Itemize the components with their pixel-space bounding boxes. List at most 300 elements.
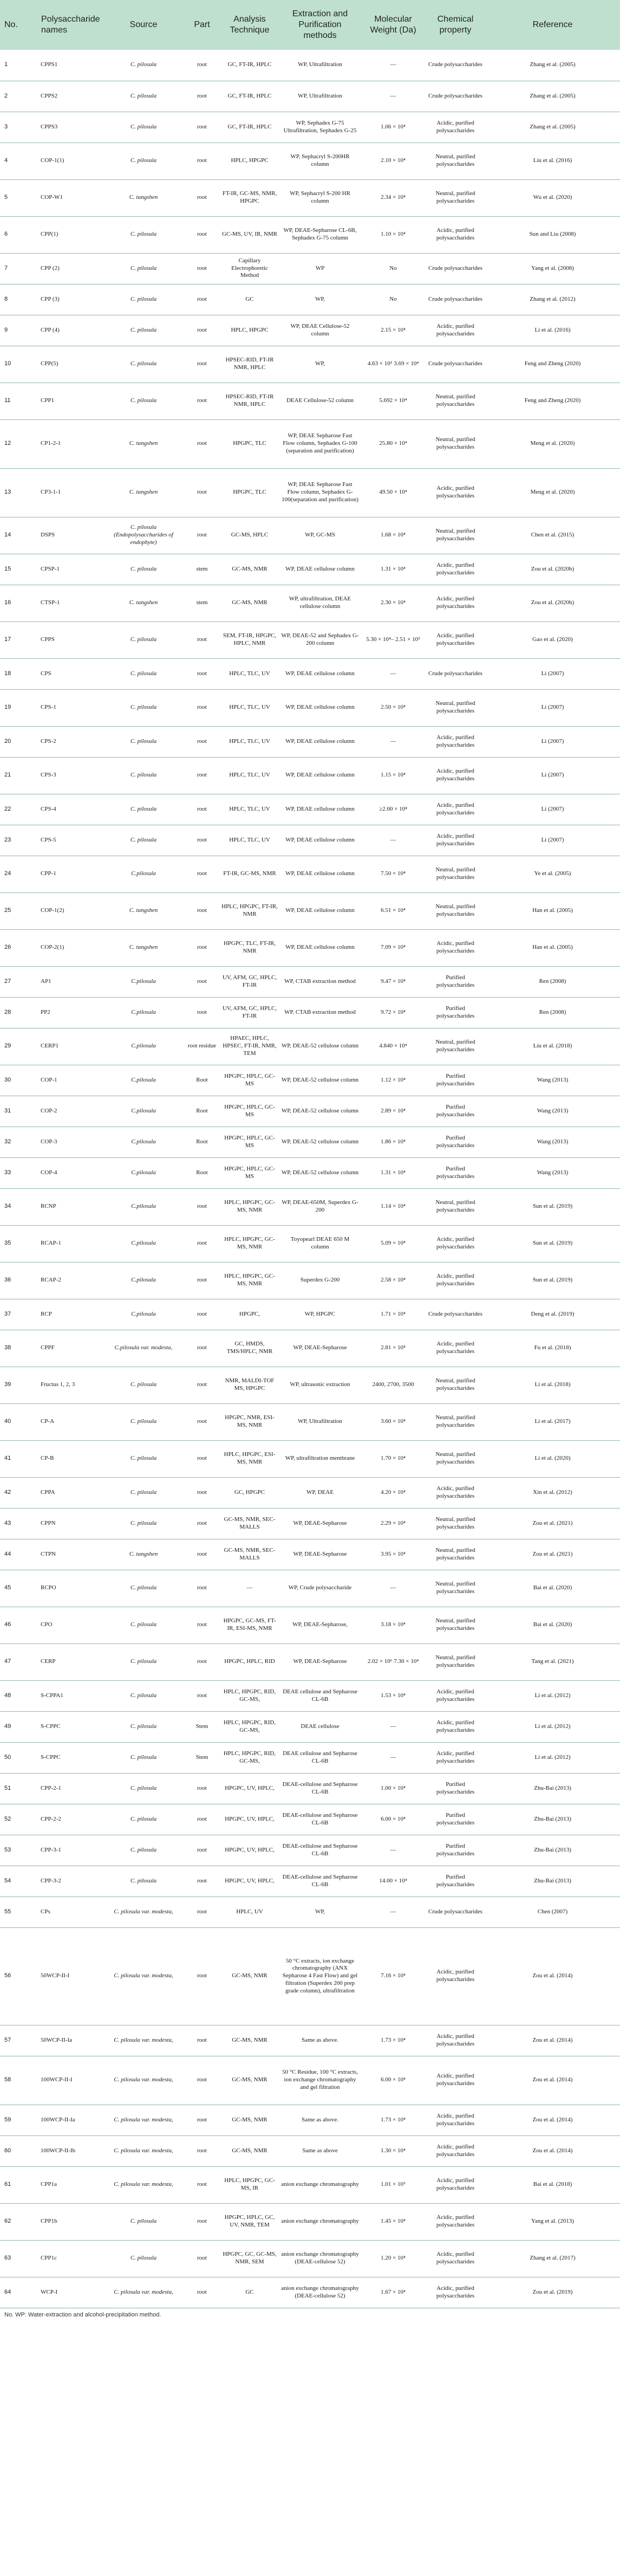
table-row — [0, 825, 620, 856]
header-no: No. — [0, 0, 39, 50]
cell-name: CPP1c — [39, 2240, 103, 2277]
cell-part: root — [184, 2277, 220, 2308]
cell-reference: Zhang et al. (2005) — [485, 81, 620, 112]
cell-name: CPPN — [39, 1508, 103, 1539]
cell-no: 4 — [0, 143, 39, 179]
cell-analysis: HPGPC, UV, HPLC, — [220, 1773, 279, 1804]
table-row — [0, 2203, 620, 2240]
cell-chemical-property: Acidic, purified polysaccharides — [426, 2203, 485, 2240]
cell-extraction: WP, DEAE cellulose column — [279, 929, 361, 966]
cell-chemical-property: Neutral, purified polysaccharides — [426, 1188, 485, 1225]
cell-molecular-weight: 2.10 × 10⁴ — [361, 143, 426, 179]
cell-extraction: WP, DEAE cellulose column — [279, 757, 361, 794]
cell-no: 6 — [0, 216, 39, 253]
cell-no: 15 — [0, 554, 39, 585]
cell-part: root — [184, 517, 220, 554]
cell-reference: Zou et al. (2014) — [485, 2135, 620, 2166]
table-row — [0, 1866, 620, 1897]
cell-extraction: WP, Sephacryl S-200HR column — [279, 143, 361, 179]
cell-part: stem — [184, 585, 220, 622]
cell-no: 32 — [0, 1127, 39, 1157]
cell-name: CPP-3-1 — [39, 1835, 103, 1866]
cell-reference: Li et al. (2012) — [485, 1680, 620, 1711]
cell-extraction: 50 °C extracts, ion exchange chromatography (ANX Sepharose 4 Fast Flow) and gel filtration (Superdex 200 prep grade column), ultrafiltration — [279, 1927, 361, 2025]
cell-no: 34 — [0, 1188, 39, 1225]
cell-molecular-weight: — — [361, 1835, 426, 1866]
cell-part: root — [184, 622, 220, 658]
cell-chemical-property: Neutral, purified polysaccharides — [426, 689, 485, 726]
cell-source: C.pilosula — [103, 966, 184, 997]
cell-extraction: Toyopearl DEAE 650 M column — [279, 1225, 361, 1262]
cell-no: 17 — [0, 622, 39, 658]
cell-analysis: HPGPC, TLC — [220, 419, 279, 468]
table-row — [0, 419, 620, 468]
cell-chemical-property: Acidic, purified polysaccharides — [426, 2277, 485, 2308]
cell-reference: Zhu-Bai (2013) — [485, 1866, 620, 1897]
table-row — [0, 1477, 620, 1508]
table-row — [0, 1804, 620, 1835]
cell-molecular-weight: 4.63 × 10⁵ 3.69 × 10⁴ — [361, 346, 426, 383]
cell-molecular-weight: 1.68 × 10⁴ — [361, 517, 426, 554]
cell-molecular-weight: 3.60 × 10⁴ — [361, 1403, 426, 1440]
cell-reference: Chen et al. (2015) — [485, 517, 620, 554]
cell-molecular-weight: 5.30 × 10⁴– 2.51 × 10⁵ — [361, 622, 426, 658]
cell-reference: Sun et al. (2019) — [485, 1225, 620, 1262]
cell-part: root — [184, 2056, 220, 2105]
cell-name: CPO — [39, 1607, 103, 1643]
table-row — [0, 1711, 620, 1742]
table-row — [0, 726, 620, 757]
cell-analysis: HPGPC, — [220, 1299, 279, 1330]
cell-source: C. pilosula — [103, 50, 184, 81]
cell-name: 100WCP-II-Ib — [39, 2135, 103, 2166]
cell-name: CPPS2 — [39, 81, 103, 112]
cell-no: 5 — [0, 179, 39, 216]
cell-source: C. pilosula — [103, 315, 184, 346]
cell-extraction: anion exchange chromatography — [279, 2166, 361, 2203]
cell-reference: Chen (2007) — [485, 1897, 620, 1927]
cell-chemical-property: Acidic, purified polysaccharides — [426, 2025, 485, 2056]
cell-extraction: WP, HPGPC — [279, 1299, 361, 1330]
cell-no: 52 — [0, 1804, 39, 1835]
cell-chemical-property: Crude polysaccharides — [426, 1897, 485, 1927]
cell-molecular-weight: 2.02 × 10⁶ 7.30 × 10⁴ — [361, 1643, 426, 1680]
cell-reference: Ren (2008) — [485, 966, 620, 997]
cell-chemical-property: Purified polysaccharides — [426, 1835, 485, 1866]
cell-no: 29 — [0, 1028, 39, 1065]
cell-chemical-property: Purified polysaccharides — [426, 1127, 485, 1157]
cell-part: root — [184, 2025, 220, 2056]
cell-no: 62 — [0, 2203, 39, 2240]
table-row — [0, 1028, 620, 1065]
cell-molecular-weight: — — [361, 658, 426, 689]
cell-molecular-weight: 1.30 × 10⁴ — [361, 2135, 426, 2166]
cell-molecular-weight: 1.73 × 10⁴ — [361, 2025, 426, 2056]
cell-name: CPP (2) — [39, 253, 103, 284]
cell-reference: Sun et al. (2019) — [485, 1262, 620, 1299]
cell-analysis: HPGPC, TLC — [220, 468, 279, 517]
cell-part: root — [184, 383, 220, 419]
table-row — [0, 1742, 620, 1773]
cell-reference: Li (2007) — [485, 658, 620, 689]
cell-name: CPP(5) — [39, 346, 103, 383]
cell-source: C. pilosula — [103, 216, 184, 253]
cell-analysis: HPLC, HPGPC, GC-MS, NMR — [220, 1262, 279, 1299]
cell-no: 35 — [0, 1225, 39, 1262]
cell-source: C.pilosula — [103, 856, 184, 892]
cell-chemical-property: Purified polysaccharides — [426, 997, 485, 1028]
cell-source: C. pilosula var. modesta, — [103, 1897, 184, 1927]
cell-source: C. pilosula — [103, 794, 184, 825]
cell-molecular-weight: 1.86 × 10⁴ — [361, 1127, 426, 1157]
cell-extraction: WP, DEAE-52 cellulose column — [279, 1028, 361, 1065]
cell-chemical-property: Neutral, purified polysaccharides — [426, 179, 485, 216]
cell-analysis: HPGPC, GC-MS, FT-IR, ESI-MS, NMR — [220, 1607, 279, 1643]
cell-name: CP-B — [39, 1440, 103, 1477]
cell-extraction: WP — [279, 253, 361, 284]
cell-extraction: Same as above — [279, 2135, 361, 2166]
table-row — [0, 1539, 620, 1570]
cell-no: 54 — [0, 1866, 39, 1897]
cell-extraction: WP, DEAE cellulose column — [279, 825, 361, 856]
cell-reference: Zou et al. (2019) — [485, 2277, 620, 2308]
cell-chemical-property: Purified polysaccharides — [426, 1773, 485, 1804]
table-header — [0, 0, 620, 50]
cell-part: root — [184, 1188, 220, 1225]
cell-chemical-property: Purified polysaccharides — [426, 1065, 485, 1096]
header-part: Part — [184, 0, 220, 50]
cell-extraction: WP, DEAE — [279, 1477, 361, 1508]
cell-analysis: HPLC, TLC, UV — [220, 726, 279, 757]
cell-source: C. pilosula — [103, 81, 184, 112]
cell-no: 8 — [0, 284, 39, 315]
cell-reference: Zou et al. (2014) — [485, 2025, 620, 2056]
cell-name: CPPS3 — [39, 112, 103, 143]
cell-analysis: HPLC, TLC, UV — [220, 825, 279, 856]
cell-part: root — [184, 1835, 220, 1866]
cell-chemical-property: Acidic, purified polysaccharides — [426, 112, 485, 143]
cell-part: root — [184, 179, 220, 216]
cell-part: root — [184, 825, 220, 856]
cell-no: 42 — [0, 1477, 39, 1508]
cell-extraction: WP, DEAE-Sepharose — [279, 1643, 361, 1680]
table-row — [0, 1897, 620, 1927]
cell-no: 37 — [0, 1299, 39, 1330]
cell-molecular-weight: 1.06 × 10⁴ — [361, 112, 426, 143]
cell-name: COP-1(1) — [39, 143, 103, 179]
cell-source: C. tangshen — [103, 468, 184, 517]
cell-molecular-weight: — — [361, 726, 426, 757]
cell-molecular-weight: 2400, 2700, 3500 — [361, 1367, 426, 1403]
cell-analysis: SEM, FT-IR, HPGPC, HPLC, NMR — [220, 622, 279, 658]
cell-reference: Yang et al. (2008) — [485, 253, 620, 284]
cell-chemical-property: Neutral, purified polysaccharides — [426, 1440, 485, 1477]
cell-reference: Han et al. (2005) — [485, 929, 620, 966]
cell-no: 14 — [0, 517, 39, 554]
cell-reference: Li (2007) — [485, 794, 620, 825]
header-name: Polysaccharide names — [39, 0, 103, 50]
cell-name: CPS-3 — [39, 757, 103, 794]
cell-molecular-weight: 1.53 × 10⁴ — [361, 1680, 426, 1711]
table-row — [0, 1440, 620, 1477]
cell-part: root — [184, 284, 220, 315]
cell-chemical-property: Crude polysaccharides — [426, 253, 485, 284]
cell-extraction: WP, DEAE Cellulose-52 column — [279, 315, 361, 346]
cell-molecular-weight: No — [361, 253, 426, 284]
cell-name: CPS-2 — [39, 726, 103, 757]
cell-molecular-weight: 4.20 × 10⁴ — [361, 1477, 426, 1508]
cell-extraction: anion exchange chromatography (DEAE-cellulose 52) — [279, 2277, 361, 2308]
cell-extraction: WP, DEAE-Sepharose — [279, 1539, 361, 1570]
cell-chemical-property: Neutral, purified polysaccharides — [426, 892, 485, 929]
cell-molecular-weight: 1.31 × 10⁴ — [361, 554, 426, 585]
cell-analysis: HPGPC, HPLC, GC, UV, NMR, TEM — [220, 2203, 279, 2240]
cell-no: 12 — [0, 419, 39, 468]
cell-extraction: WP, DEAE-52 cellulose column — [279, 1065, 361, 1096]
cell-reference: Meng et al. (2020) — [485, 419, 620, 468]
cell-molecular-weight: 7.50 × 10⁴ — [361, 856, 426, 892]
table-row — [0, 2277, 620, 2308]
cell-extraction: WP, DEAE-650M, Superdex G-200 — [279, 1188, 361, 1225]
cell-molecular-weight: 4.840 × 10⁴ — [361, 1028, 426, 1065]
cell-name: 50WCP-II-Ia — [39, 2025, 103, 2056]
table-row — [0, 554, 620, 585]
table-row — [0, 1607, 620, 1643]
cell-chemical-property: Acidic, purified polysaccharides — [426, 622, 485, 658]
cell-no: 11 — [0, 383, 39, 419]
cell-chemical-property: Acidic, purified polysaccharides — [426, 468, 485, 517]
table-row — [0, 2025, 620, 2056]
cell-chemical-property: Purified polysaccharides — [426, 1157, 485, 1188]
header-extraction: Extraction and Purification methods — [279, 0, 361, 50]
cell-analysis: HPGPC, NMR, ESI-MS, NMR — [220, 1403, 279, 1440]
cell-part: root — [184, 1508, 220, 1539]
cell-molecular-weight: — — [361, 1711, 426, 1742]
table-row — [0, 517, 620, 554]
cell-analysis: HPAEC, HPLC, HPSEC, FT-IR, NMR, TEM — [220, 1028, 279, 1065]
cell-chemical-property: Crude polysaccharides — [426, 284, 485, 315]
cell-no: 20 — [0, 726, 39, 757]
table-row — [0, 179, 620, 216]
cell-part: root — [184, 2105, 220, 2135]
cell-source: C.pilosula — [103, 997, 184, 1028]
table-row — [0, 1299, 620, 1330]
cell-chemical-property: Acidic, purified polysaccharides — [426, 929, 485, 966]
cell-reference: Li et al. (2018) — [485, 1367, 620, 1403]
table-row — [0, 1835, 620, 1866]
cell-chemical-property: Acidic, purified polysaccharides — [426, 1262, 485, 1299]
cell-source: C.pilosula — [103, 1065, 184, 1096]
cell-reference: Li (2007) — [485, 726, 620, 757]
cell-reference: Tang et al. (2021) — [485, 1643, 620, 1680]
cell-part: root — [184, 1367, 220, 1403]
cell-molecular-weight: 7.16 × 10⁴ — [361, 1927, 426, 2025]
cell-no: 51 — [0, 1773, 39, 1804]
cell-reference: Sun et al. (2019) — [485, 1188, 620, 1225]
cell-chemical-property: Neutral, purified polysaccharides — [426, 1367, 485, 1403]
cell-name: CPP(1) — [39, 216, 103, 253]
cell-part: root — [184, 757, 220, 794]
cell-chemical-property: Acidic, purified polysaccharides — [426, 315, 485, 346]
cell-molecular-weight: — — [361, 1742, 426, 1773]
cell-no: 39 — [0, 1367, 39, 1403]
cell-name: COP-3 — [39, 1127, 103, 1157]
cell-molecular-weight: — — [361, 1570, 426, 1607]
cell-analysis: HPGPC, HPLC, GC-MS — [220, 1157, 279, 1188]
cell-analysis: GC, FT-IR, HPLC — [220, 50, 279, 81]
cell-source: C. pilosula var. modesta, — [103, 2025, 184, 2056]
cell-molecular-weight: 1.31 × 10⁴ — [361, 1157, 426, 1188]
table-row — [0, 892, 620, 929]
cell-source: C. pilosula — [103, 1570, 184, 1607]
cell-name: CP1-2-1 — [39, 419, 103, 468]
cell-reference: Zou et al. (2020b) — [485, 585, 620, 622]
cell-part: root — [184, 216, 220, 253]
cell-analysis: HPGPC, HPLC, GC-MS — [220, 1127, 279, 1157]
cell-source: C. pilosula — [103, 1440, 184, 1477]
cell-molecular-weight: 2.34 × 10⁴ — [361, 179, 426, 216]
cell-analysis: HPSEC-RID, FT-IR NMR, HPLC — [220, 346, 279, 383]
cell-part: root — [184, 112, 220, 143]
cell-extraction: DEAE cellulose and Sepharose CL-6B — [279, 1742, 361, 1773]
table-row — [0, 81, 620, 112]
cell-no: 9 — [0, 315, 39, 346]
cell-no: 18 — [0, 658, 39, 689]
table-row — [0, 997, 620, 1028]
cell-source: C. tangshen — [103, 419, 184, 468]
cell-molecular-weight: 49.50 × 10⁴ — [361, 468, 426, 517]
cell-part: root — [184, 1570, 220, 1607]
cell-reference: Ye et al. (2005) — [485, 856, 620, 892]
cell-extraction: WP, ultrasonic extraction — [279, 1367, 361, 1403]
cell-name: RCAP-1 — [39, 1225, 103, 1262]
table-row — [0, 2166, 620, 2203]
cell-no: 19 — [0, 689, 39, 726]
cell-analysis: — — [220, 1570, 279, 1607]
cell-no: 56 — [0, 1927, 39, 2025]
table-row — [0, 1403, 620, 1440]
cell-name: COP-2 — [39, 1096, 103, 1127]
cell-chemical-property: Acidic, purified polysaccharides — [426, 794, 485, 825]
cell-extraction: WP, DEAE-Sepharose, — [279, 1607, 361, 1643]
cell-source: C.pilosula — [103, 1127, 184, 1157]
cell-reference: Zou et al. (2014) — [485, 2056, 620, 2105]
cell-chemical-property: Acidic, purified polysaccharides — [426, 2056, 485, 2105]
cell-no: 50 — [0, 1742, 39, 1773]
cell-part: root — [184, 1440, 220, 1477]
cell-source: C. pilosula — [103, 1477, 184, 1508]
cell-name: CPPS — [39, 622, 103, 658]
cell-no: 13 — [0, 468, 39, 517]
cell-no: 58 — [0, 2056, 39, 2105]
cell-part: root — [184, 1643, 220, 1680]
cell-chemical-property: Acidic, purified polysaccharides — [426, 726, 485, 757]
cell-part: root — [184, 1225, 220, 1262]
cell-source: C. pilosula var. modesta, — [103, 1927, 184, 2025]
cell-part: Root — [184, 1127, 220, 1157]
cell-extraction: WP, DEAE cellulose column — [279, 689, 361, 726]
cell-reference: Gao et al. (2020) — [485, 622, 620, 658]
cell-analysis: HPLC, HPGPC — [220, 143, 279, 179]
cell-analysis: HPGPC, GC, GC-MS, NMR, SEM — [220, 2240, 279, 2277]
cell-no: 3 — [0, 112, 39, 143]
cell-part: root — [184, 1403, 220, 1440]
table-row — [0, 346, 620, 383]
cell-molecular-weight: — — [361, 825, 426, 856]
cell-part: Root — [184, 1157, 220, 1188]
cell-analysis: GC-MS, NMR — [220, 2025, 279, 2056]
cell-no: 30 — [0, 1065, 39, 1096]
cell-reference: Feng and Zheng (2020) — [485, 346, 620, 383]
cell-source: C. pilosula — [103, 143, 184, 179]
cell-name: CPS-5 — [39, 825, 103, 856]
cell-name: CPP-3-2 — [39, 1866, 103, 1897]
cell-reference: Li (2007) — [485, 689, 620, 726]
header-reference: Reference — [485, 0, 620, 50]
cell-reference: Bai et al. (2020) — [485, 1607, 620, 1643]
cell-molecular-weight: 1.73 × 10⁴ — [361, 2105, 426, 2135]
cell-molecular-weight: No — [361, 284, 426, 315]
cell-name: CPP (4) — [39, 315, 103, 346]
cell-extraction: WP, — [279, 284, 361, 315]
cell-source: C. pilosula — [103, 1403, 184, 1440]
cell-molecular-weight: 2.50 × 10⁴ — [361, 689, 426, 726]
cell-analysis: HPLC, TLC, UV — [220, 689, 279, 726]
cell-molecular-weight: 5.692 × 10⁴ — [361, 383, 426, 419]
cell-no: 61 — [0, 2166, 39, 2203]
cell-analysis: HPGPC, UV, HPLC, — [220, 1804, 279, 1835]
cell-extraction: 50 °C Residue, 100 °C extracts, ion exchange chromatography and gel filtration — [279, 2056, 361, 2105]
cell-chemical-property: Crude polysaccharides — [426, 658, 485, 689]
cell-name: S-CPPA1 — [39, 1680, 103, 1711]
cell-analysis: GC — [220, 284, 279, 315]
cell-molecular-weight: 9.72 × 10⁴ — [361, 997, 426, 1028]
cell-extraction: WP, DEAE cellulose column — [279, 856, 361, 892]
cell-source: C. pilosula var. modesta, — [103, 2277, 184, 2308]
cell-no: 49 — [0, 1711, 39, 1742]
cell-extraction: WP, ultrafiltration membrane — [279, 1440, 361, 1477]
cell-no: 28 — [0, 997, 39, 1028]
cell-reference: Zhu-Bai (2013) — [485, 1835, 620, 1866]
cell-part: root — [184, 253, 220, 284]
cell-analysis: GC, FT-IR, HPLC — [220, 81, 279, 112]
cell-no: 31 — [0, 1096, 39, 1127]
cell-chemical-property: Neutral, purified polysaccharides — [426, 1607, 485, 1643]
cell-analysis: HPLC, TLC, UV — [220, 757, 279, 794]
cell-molecular-weight: 2.89 × 10⁴ — [361, 1096, 426, 1127]
cell-extraction: WP, Ultrafiltration — [279, 50, 361, 81]
cell-extraction: WP, Ultrafiltration — [279, 1403, 361, 1440]
cell-no: 21 — [0, 757, 39, 794]
cell-extraction: WP, DEAE-Sepharose — [279, 1330, 361, 1367]
cell-analysis: GC-MS, NMR, SEC-MALLS — [220, 1539, 279, 1570]
cell-analysis: GC, FT-IR, HPLC — [220, 112, 279, 143]
cell-reference: Li et al. (2016) — [485, 315, 620, 346]
cell-molecular-weight: 2.81 × 10⁴ — [361, 1330, 426, 1367]
cell-chemical-property: Neutral, purified polysaccharides — [426, 1539, 485, 1570]
table-row — [0, 1570, 620, 1607]
cell-part: root — [184, 1607, 220, 1643]
cell-chemical-property: Neutral, purified polysaccharides — [426, 143, 485, 179]
cell-analysis: FT-IR, GC-MS, NMR — [220, 856, 279, 892]
table-row — [0, 1127, 620, 1157]
cell-name: S-CPPC — [39, 1711, 103, 1742]
cell-no: 40 — [0, 1403, 39, 1440]
cell-no: 41 — [0, 1440, 39, 1477]
cell-chemical-property: Acidic, purified polysaccharides — [426, 825, 485, 856]
cell-name: 100WCP-II-I — [39, 2056, 103, 2105]
cell-no: 44 — [0, 1539, 39, 1570]
